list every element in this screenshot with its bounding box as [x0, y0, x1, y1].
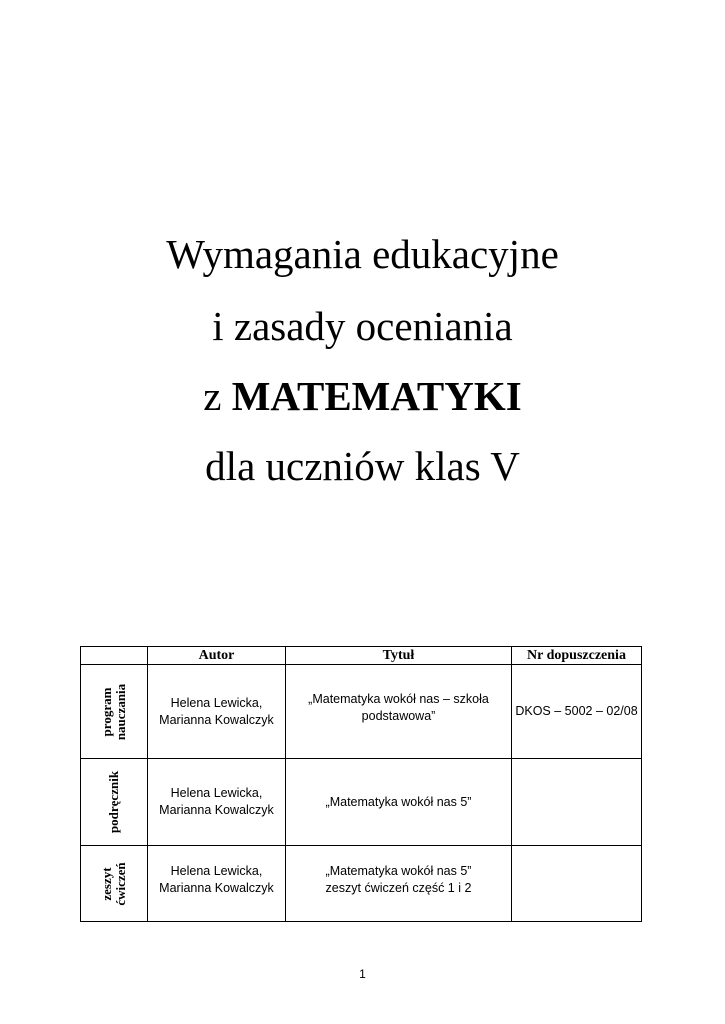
header-author: Autor [148, 647, 286, 665]
row-label: podręcznik [106, 770, 121, 834]
page-number: 1 [359, 967, 366, 981]
approval-cell: DKOS – 5002 – 02/08 [512, 665, 642, 759]
title-line-3 [0, 372, 725, 420]
title-line-3-prefix: z [203, 373, 232, 419]
author-cell: Helena Lewicka, Marianna Kowalczyk [148, 665, 286, 759]
title-cell: „Matematyka wokół nas – szkoła podstawowa” [286, 665, 512, 759]
title-subject: MATEMATYKI [231, 373, 522, 419]
row-label-cell [81, 846, 148, 922]
approval-cell [512, 759, 642, 846]
table-row [81, 759, 642, 846]
title-line-1: Wymagania edukacyjne [166, 231, 559, 277]
title-cell: „Matematyka wokół nas 5” [286, 759, 512, 846]
author-cell: Helena Lewicka, Marianna Kowalczyk [148, 846, 286, 922]
materials-table [80, 646, 642, 922]
header-approval: Nr dopuszczenia [512, 647, 642, 665]
table-header-row [81, 647, 642, 665]
title-line-4: dla uczniów klas V [205, 443, 520, 489]
table-row [81, 846, 642, 922]
row-label: zeszyt ćwiczeń [99, 861, 128, 906]
table-row [81, 665, 642, 759]
row-label-cell [81, 665, 148, 759]
title-line-2: i zasady oceniania [212, 303, 513, 349]
row-label: program nauczania [99, 683, 128, 740]
author-cell: Helena Lewicka, Marianna Kowalczyk [148, 759, 286, 846]
header-title: Tytuł [286, 647, 512, 665]
title-cell: „Matematyka wokół nas 5” zeszyt ćwiczeń część 1 i 2 [286, 846, 512, 922]
header-empty [81, 647, 148, 665]
approval-cell [512, 846, 642, 922]
row-label-cell [81, 759, 148, 846]
